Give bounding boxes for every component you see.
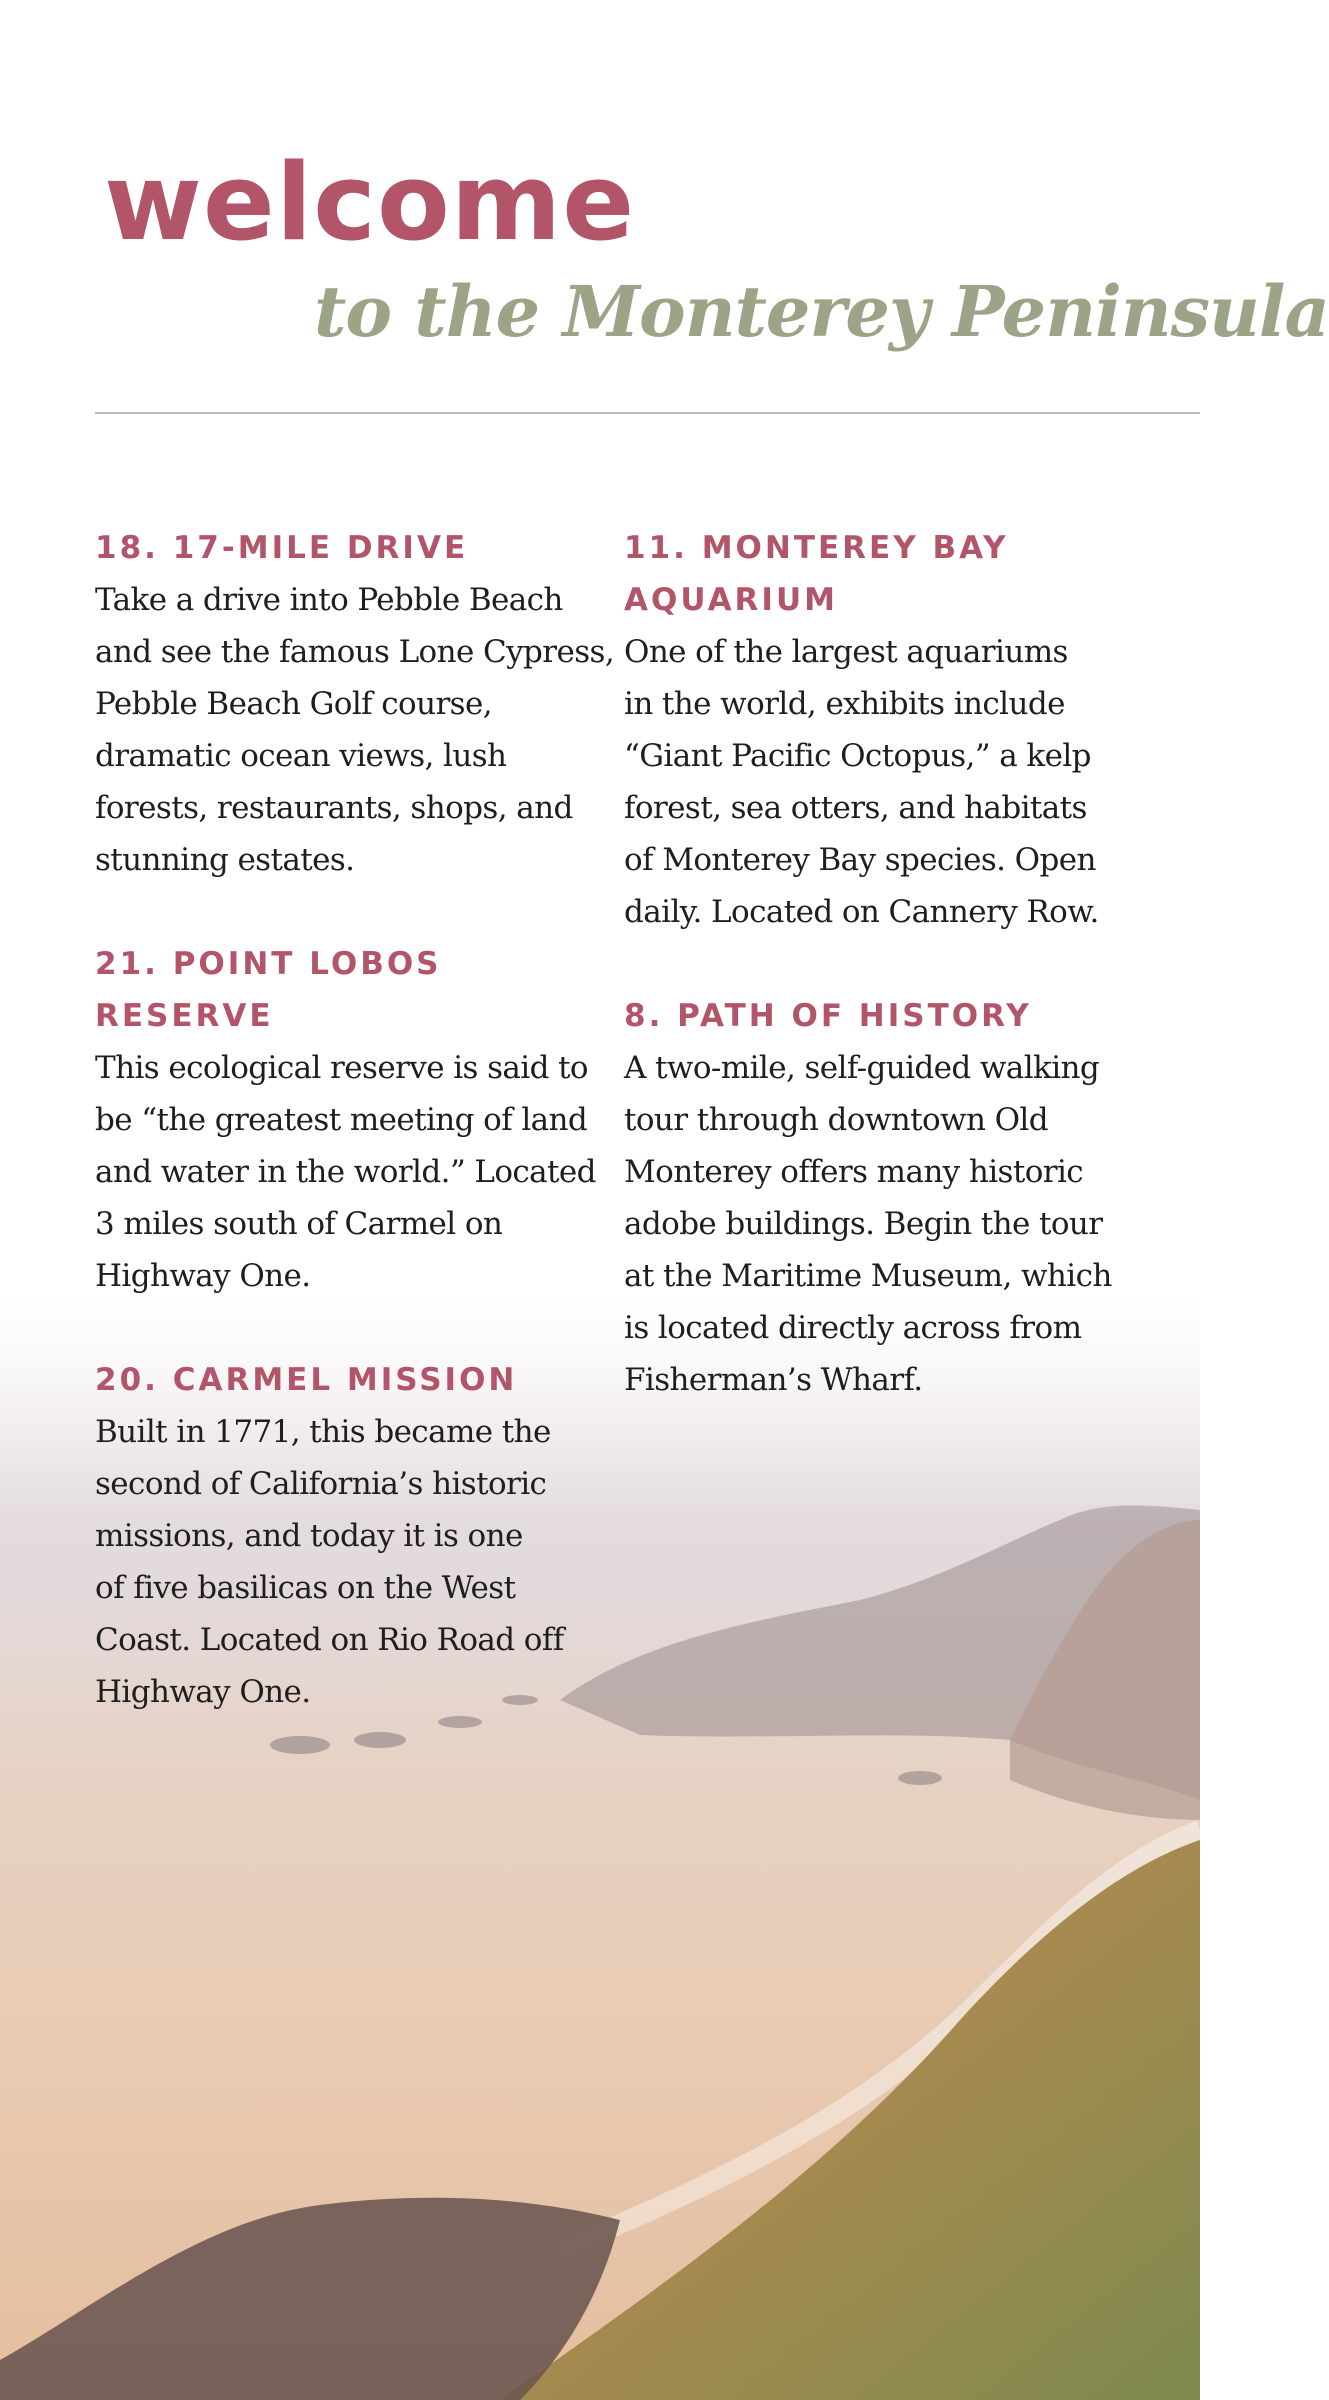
body-line: of Monterey Bay species. Open — [624, 842, 1096, 878]
body-line: forest, sea otters, and habitats — [624, 790, 1087, 826]
attraction-title — [95, 522, 595, 574]
header-divider — [95, 412, 1200, 414]
body-line: missions, and today it is one — [95, 1518, 523, 1554]
page-title: welcome — [104, 141, 636, 264]
body-line: and see the famous Lone Cypress, — [95, 634, 615, 670]
title-line: AQUARIUM — [624, 582, 838, 618]
attraction-point-lobos-reserve — [95, 938, 595, 1302]
attraction-path-of-history — [624, 990, 1124, 1406]
body-line: “Giant Pacific Octopus,” a kelp — [624, 738, 1091, 774]
body-line: Pebble Beach Golf course, — [95, 686, 492, 722]
body-line: This ecological reserve is said to — [95, 1050, 588, 1086]
attraction-monterey-bay-aquarium — [624, 522, 1124, 938]
body-line: tour through downtown Old — [624, 1102, 1048, 1138]
body-line: daily. Located on Cannery Row. — [624, 894, 1099, 930]
body-line: Coast. Located on Rio Road off — [95, 1622, 564, 1658]
body-line: at the Maritime Museum, which — [624, 1258, 1112, 1294]
body-line: second of California’s historic — [95, 1466, 547, 1502]
body-line: forests, restaurants, shops, and — [95, 790, 573, 826]
title-line: 18. 17-MILE DRIVE — [95, 530, 469, 566]
body-line: Built in 1771, this became the — [95, 1414, 551, 1450]
body-line: of five basilicas on the West — [95, 1570, 516, 1606]
title-line: 11. MONTEREY BAY — [624, 530, 1009, 566]
attraction-description — [95, 574, 615, 886]
attraction-description — [95, 1042, 595, 1302]
attraction-description — [624, 626, 1124, 938]
attraction-title — [95, 938, 595, 1042]
body-line: and water in the world.” Located — [95, 1154, 596, 1190]
attraction-description — [95, 1406, 595, 1718]
body-line: adobe buildings. Begin the tour — [624, 1206, 1103, 1242]
attraction-title — [95, 1354, 595, 1406]
attraction-title — [624, 990, 1124, 1042]
title-line: 21. POINT LOBOS — [95, 946, 442, 982]
body-line: dramatic ocean views, lush — [95, 738, 507, 774]
body-line: A two-mile, self-guided walking — [624, 1050, 1100, 1086]
body-line: One of the largest aquariums — [624, 634, 1068, 670]
title-line: 20. CARMEL MISSION — [95, 1362, 518, 1398]
title-line: RESERVE — [95, 998, 274, 1034]
attraction-carmel-mission — [95, 1354, 595, 1718]
body-line: in the world, exhibits include — [624, 686, 1065, 722]
body-line: Fisherman’s Wharf. — [624, 1362, 923, 1398]
title-line: 8. PATH OF HISTORY — [624, 998, 1032, 1034]
body-line: Monterey offers many historic — [624, 1154, 1084, 1190]
attraction-title — [624, 522, 1124, 626]
body-line: 3 miles south of Carmel on — [95, 1206, 503, 1242]
body-line: stunning estates. — [95, 842, 355, 878]
attraction-17-mile-drive — [95, 522, 615, 886]
body-line: is located directly across from — [624, 1310, 1082, 1346]
right-column — [624, 522, 1124, 1458]
left-column — [95, 522, 615, 1770]
body-line: Highway One. — [95, 1674, 311, 1710]
body-line: Highway One. — [95, 1258, 311, 1294]
body-line: Take a drive into Pebble Beach — [95, 582, 563, 618]
body-line: be “the greatest meeting of land — [95, 1102, 588, 1138]
attraction-description — [624, 1042, 1124, 1406]
page-subtitle: to the Monterey Peninsula — [314, 270, 1329, 353]
